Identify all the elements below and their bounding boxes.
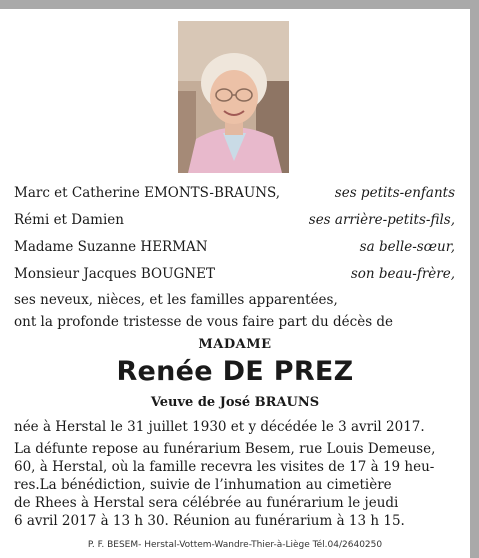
deceased-title: MADAME xyxy=(198,337,272,352)
intro-line-1: ses neveux, nièces, et les familles apparentées, xyxy=(14,292,338,308)
obituary-notice xyxy=(0,9,470,558)
details-line: de Rhees à Herstal sera célébrée au funérarium le jeudi xyxy=(14,495,399,511)
intro-line-2: ont la profonde tristesse de vous faire part du décès de xyxy=(14,314,394,330)
relative-row xyxy=(14,237,455,257)
portrait-photo xyxy=(178,21,289,173)
relative-name: Rémi et Damien xyxy=(14,212,124,228)
relative-row xyxy=(14,210,455,230)
relative-name: Madame Suzanne HERMAN xyxy=(14,239,208,255)
widow-of: Veuve de José BRAUNS xyxy=(150,395,320,410)
details-line: 60, à Herstal, où la famille recevra les visites de 17 à 19 heu- xyxy=(14,459,435,475)
deceased-name: Renée DE PREZ xyxy=(116,356,354,387)
relative-role: son beau-frère, xyxy=(350,266,455,282)
details-line: La défunte repose au funérarium Besem, rue Louis Demeuse, xyxy=(14,441,436,457)
birth-death-line: née à Herstal le 31 juillet 1930 et y décédée le 3 avril 2017. xyxy=(14,419,425,435)
relative-row xyxy=(14,183,455,203)
relative-role: sa belle-sœur, xyxy=(359,239,455,255)
relative-role: ses petits-enfants xyxy=(334,185,455,201)
details-line: 6 avril 2017 à 13 h 30. Réunion au funérarium à 13 h 15. xyxy=(14,513,405,529)
relative-name: Monsieur Jacques BOUGNET xyxy=(14,266,215,282)
relative-row xyxy=(14,264,455,284)
details-line: res.La bénédiction, suivie de l’inhumation au cimetière xyxy=(14,477,392,493)
relative-role: ses arrière-petits-fils, xyxy=(308,212,455,228)
funeral-home-footer: P. F. BESEM- Herstal-Vottem-Wandre-Thier-à-Liège Tél.04/2640250 xyxy=(87,540,383,550)
relative-name: Marc et Catherine EMONTS-BRAUNS, xyxy=(14,185,281,201)
